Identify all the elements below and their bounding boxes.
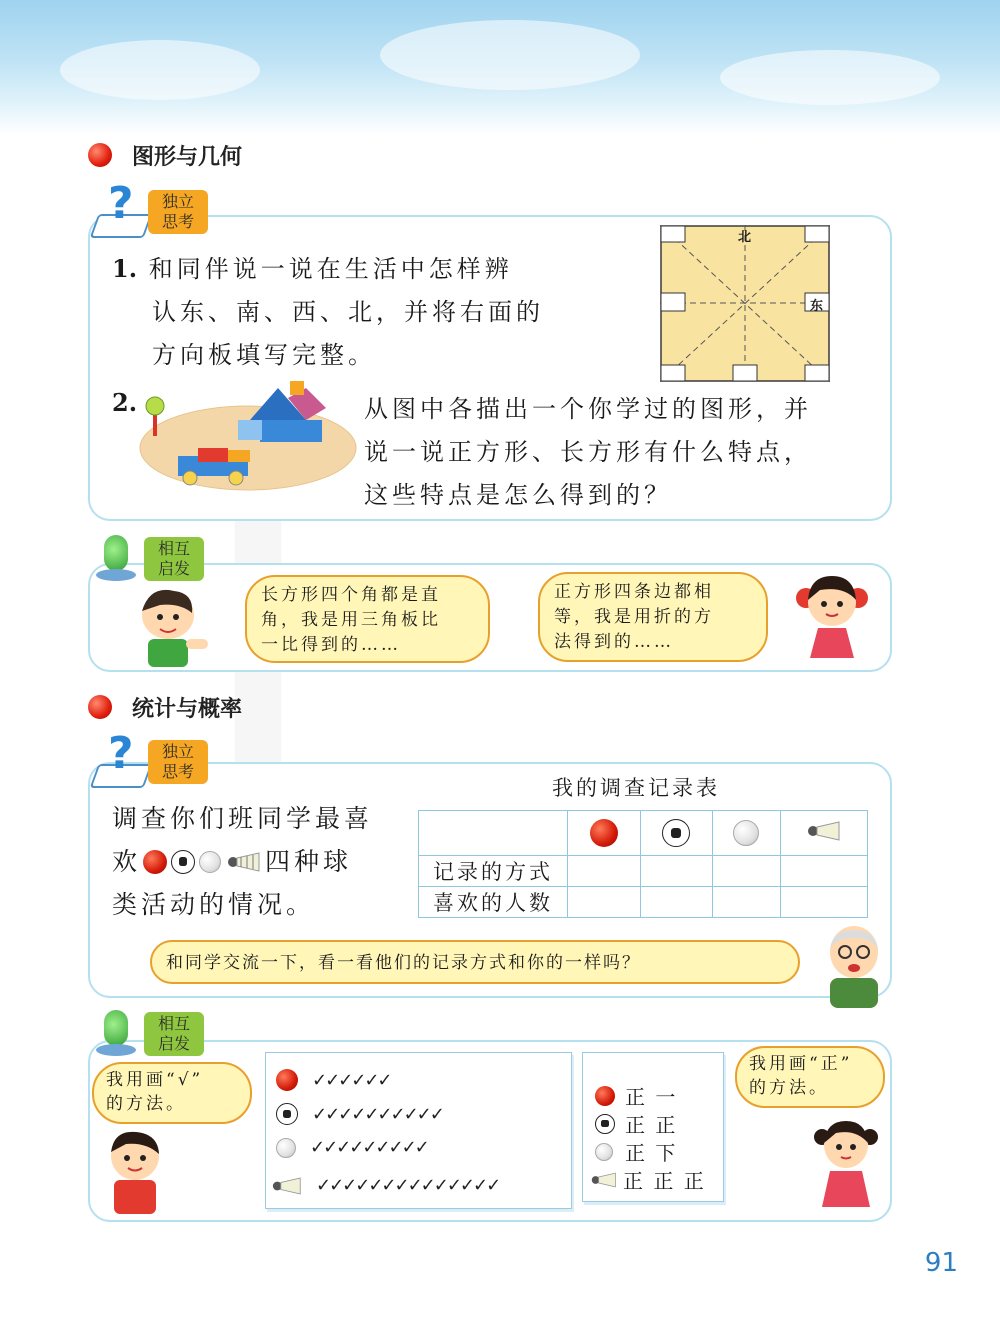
question-1-line [112,247,612,291]
zheng-marks: 正 下 [625,1141,678,1165]
check-marks: ✓✓✓✓✓✓ [312,1069,391,1091]
house-car-illustration [138,378,358,493]
badge-line: 相互 [157,1014,190,1033]
table-header-basketball [568,811,641,856]
girl-avatar [812,1115,880,1211]
ping-pong-ball-icon [199,851,221,873]
ping-pong-ball-icon [595,1143,613,1161]
zheng-marks: 正 正 正 [623,1169,706,1193]
badge-line: 启发 [157,1034,190,1053]
zheng-marks: 正 一 [625,1085,678,1109]
think-badge-label [148,190,208,234]
shuttlecock-icon [591,1172,617,1188]
boy-check-bubble [92,1062,252,1124]
table-cell[interactable] [568,887,641,918]
girl-avatar [796,572,868,664]
table-title: 我的调查记录表 [552,776,720,800]
question-mark-icon: ? [108,178,134,229]
check-marks: ✓✓✓✓✓✓✓✓✓ [310,1137,428,1158]
table-cell[interactable] [640,856,713,887]
basketball-icon [595,1086,615,1106]
question-1-line: 认东、南、西、北，并将右面的 [152,298,544,326]
table-cell[interactable] [780,856,868,887]
table-cell[interactable] [640,887,713,918]
page-number: 91 [924,1248,958,1278]
tally-row-soccer [276,1103,443,1125]
badge-line: 思考 [161,762,194,781]
check-tally-sheet [265,1052,572,1209]
section-title-geometry [88,140,242,170]
table-row-label: 喜欢的人数 [419,887,568,918]
badge-line: 相互 [157,539,190,558]
share-badge-label [144,537,204,581]
sky-header [0,0,1000,135]
microphone-stand-icon [96,569,136,581]
bubble-line: 法得到的…… [554,632,674,652]
tally-row-pingpong [595,1137,677,1166]
prompt-line: 调查你们班同学最喜 [112,804,374,833]
soccer-ball-icon [595,1114,615,1134]
think-badge [92,728,210,790]
question-number: 1. [112,254,138,283]
section-title-text: 统计与概率 [132,696,243,722]
question-1 [112,247,612,377]
table-corner-cell [419,811,568,856]
teacher-avatar [814,920,894,1008]
basketball-icon [143,850,167,874]
bubble-line: 的方法。 [749,1078,829,1098]
badge-line: 启发 [157,559,190,578]
tally-row-basketball [276,1069,391,1091]
girl-speech-bubble [538,572,768,662]
table-header-pingpong [713,811,781,856]
question-2-line: 说一说正方形、长方形有什么特点， [364,438,812,466]
prompt-text: 四种球 [265,847,353,876]
check-marks: ✓✓✓✓✓✓✓✓✓✓ [312,1103,443,1125]
table-cell[interactable] [713,856,781,887]
share-badge [88,1010,206,1062]
direction-board [660,225,830,382]
section-title-statistics [88,692,242,722]
zheng-tally-sheet [582,1052,724,1202]
girl-zheng-bubble [735,1046,885,1108]
badge-line: 独立 [161,192,194,211]
check-marks: ✓✓✓✓✓✓✓✓✓✓✓✓✓✓ [316,1175,500,1196]
table-header-soccer [640,811,713,856]
soccer-ball-icon [276,1103,298,1125]
prompt-line: 类活动的情况。 [112,890,316,919]
table-row-label: 记录的方式 [419,856,568,887]
teacher-speech-bubble [150,940,800,984]
share-badge-label [144,1012,204,1056]
section-title-text: 图形与几何 [132,144,243,170]
tally-row-basketball [595,1081,677,1110]
table-cell[interactable] [780,887,868,918]
table-cell[interactable] [568,856,641,887]
prompt-text: 欢 [112,847,142,876]
shuttlecock-icon [272,1177,302,1195]
bubble-line: 正方形四条边都相 [554,582,714,602]
bubble-line: 我用画“√” [106,1070,204,1090]
soccer-ball-icon [171,850,195,874]
question-2-number: 2. [112,388,138,417]
bubble-line: 等，我是用折的方 [554,607,714,627]
zheng-marks: 正 正 [625,1113,678,1137]
soccer-ball-icon [662,819,690,847]
red-bullet-icon [88,143,112,167]
share-badge [88,535,206,587]
bubble-line: 一比得到的…… [261,635,401,655]
east-label: 东 [810,299,824,314]
direction-board-graphic [660,225,830,382]
question-text: 和同伴说一说在生活中怎样辨 [148,255,513,283]
prompt-line-with-balls [112,840,412,883]
badge-line: 思考 [161,212,194,231]
table-cell[interactable] [713,887,781,918]
survey-prompt [112,797,412,926]
shuttlecock-icon [227,852,261,872]
shuttlecock-icon [807,821,841,841]
basketball-icon [590,819,618,847]
bubble-line: 的方法。 [106,1094,186,1114]
bubble-text: 和同学交流一下，看一看他们的记录方式和你的一样吗？ [166,953,641,973]
think-badge [92,178,210,240]
badge-line: 独立 [161,742,194,761]
tally-row-soccer [595,1109,677,1138]
tally-row-pingpong [276,1137,428,1158]
boy-avatar [100,1128,170,1214]
tally-row-shuttlecock [591,1165,706,1194]
question-2-line: 这些特点是怎么得到的？ [364,481,672,509]
north-label: 北 [738,230,752,245]
basketball-icon [276,1069,298,1091]
table-header-shuttlecock [780,811,868,856]
question-2-line: 从图中各描出一个你学过的图形，并 [364,395,812,423]
ping-pong-ball-icon [733,820,759,846]
question-1-line: 方向板填写完整。 [152,341,376,369]
microphone-icon [104,535,128,571]
question-2-text [364,388,874,517]
bubble-line: 角，我是用三角板比 [261,610,441,630]
boy-speech-bubble [245,575,490,663]
ping-pong-ball-icon [276,1138,296,1158]
bubble-line: 长方形四个角都是直 [261,585,441,605]
survey-record-table [418,810,868,918]
think-badge-label [148,740,208,784]
question-mark-icon: ? [108,728,134,779]
boy-avatar [130,585,220,667]
bubble-line: 我用画“正” [749,1054,853,1074]
red-bullet-icon [88,695,112,719]
microphone-stand-icon [96,1044,136,1056]
microphone-icon [104,1010,128,1046]
tally-row-shuttlecock [272,1175,499,1196]
